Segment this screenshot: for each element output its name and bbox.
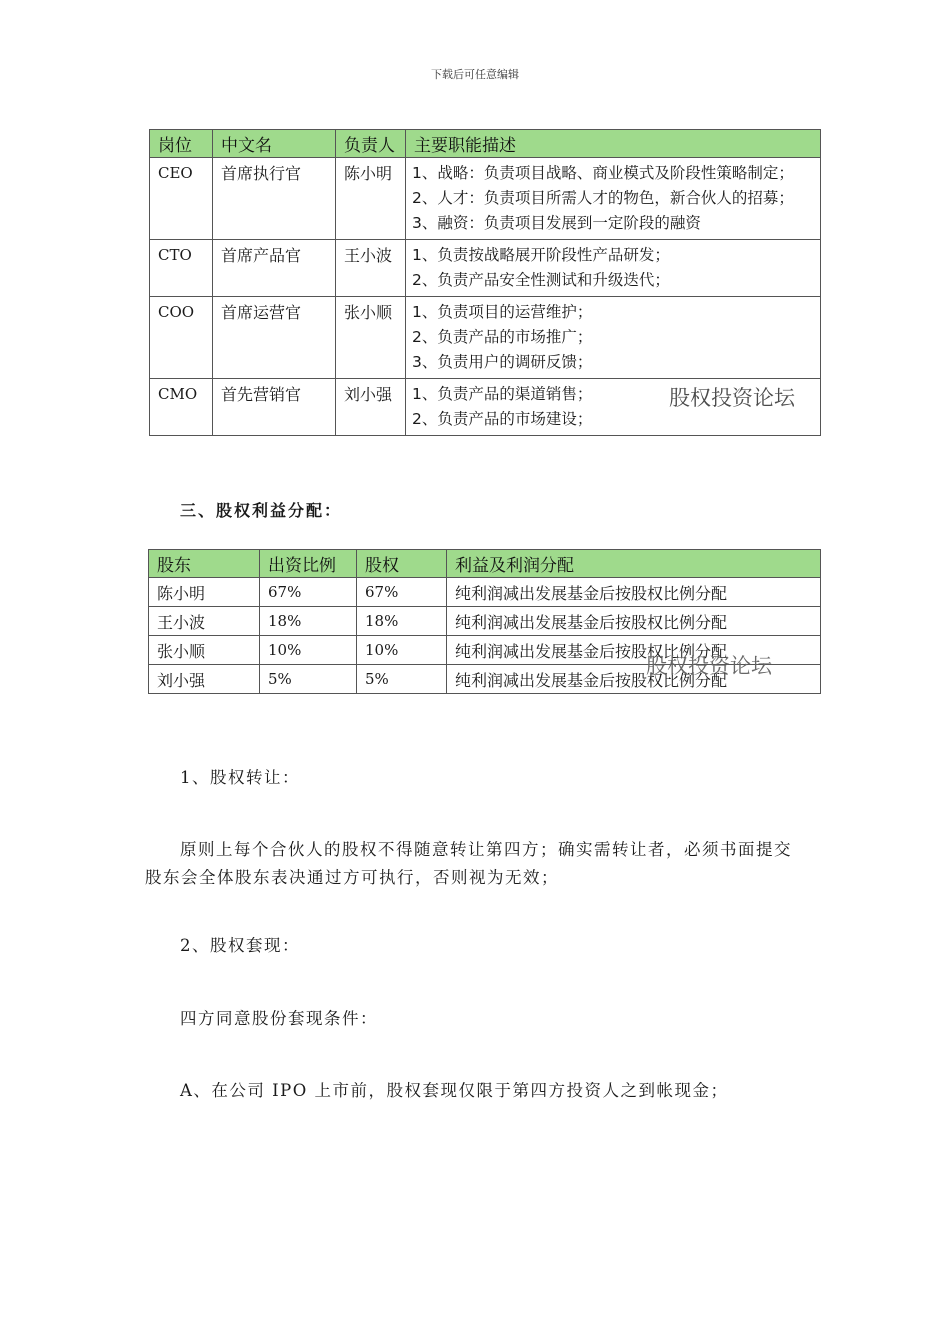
duty-line: 1、战略：负责项目战略、商业模式及阶段性策略制定； <box>412 164 794 182</box>
duty-line: 3、融资：负责项目发展到一定阶段的融资 <box>412 214 701 232</box>
role-code: COO <box>150 297 213 379</box>
role-code: CTO <box>150 240 213 297</box>
column-header: 利益及利润分配 <box>447 550 821 578</box>
table-row <box>149 578 821 607</box>
role-owner: 陈小明 <box>336 158 406 240</box>
distribution: 纯利润减出发展基金后按股权比例分配 <box>447 665 821 694</box>
distribution: 纯利润减出发展基金后按股权比例分配 <box>447 578 821 607</box>
watermark: 股权投资论坛 <box>646 654 772 678</box>
duty-line: 2、负责产品安全性测试和升级迭代； <box>412 271 670 289</box>
role-owner: 王小波 <box>336 240 406 297</box>
clause-heading-transfer: 1、股权转让： <box>180 768 300 787</box>
equity-ratio: 67% <box>357 578 447 607</box>
duty-line: 1、负责项目的运营维护； <box>412 303 593 321</box>
distribution: 纯利润减出发展基金后按股权比例分配 <box>447 636 821 665</box>
table-header-row <box>150 130 821 158</box>
column-header: 岗位 <box>150 130 213 158</box>
role-owner: 刘小强 <box>336 379 406 436</box>
role-title: 首席运营官 <box>213 297 336 379</box>
holder-name: 刘小强 <box>149 665 260 694</box>
holder-name: 陈小明 <box>149 578 260 607</box>
role-code: CMO <box>150 379 213 436</box>
table-row <box>150 240 821 297</box>
duty-line: 2、负责产品的市场建设； <box>412 410 593 428</box>
duty-line: 2、人才：负责项目所需人才的物色，新合伙人的招募； <box>412 189 794 207</box>
holder-name: 张小顺 <box>149 636 260 665</box>
role-duties <box>406 240 821 297</box>
role-title: 首席执行官 <box>213 158 336 240</box>
role-code: CEO <box>150 158 213 240</box>
table-row <box>150 297 821 379</box>
table-row <box>150 158 821 240</box>
clause-text-cashout-intro: 四方同意股份套现条件： <box>180 1009 378 1028</box>
duty-line: 1、负责产品的渠道销售； <box>412 385 593 403</box>
column-header: 主要职能描述 <box>406 130 821 158</box>
clause-heading-cashout: 2、股权套现： <box>180 936 300 955</box>
header-note: 下载后可任意编辑 <box>431 68 519 81</box>
capital-ratio: 18% <box>260 607 357 636</box>
role-title: 首席产品官 <box>213 240 336 297</box>
column-header: 中文名 <box>213 130 336 158</box>
role-duties <box>406 297 821 379</box>
column-header: 股东 <box>149 550 260 578</box>
role-title: 首先营销官 <box>213 379 336 436</box>
equity-ratio: 18% <box>357 607 447 636</box>
column-header: 出资比例 <box>260 550 357 578</box>
clause-text-cashout-a: A、在公司 IPO 上市前，股权套现仅限于第四方投资人之到帐现金； <box>180 1081 729 1100</box>
capital-ratio: 5% <box>260 665 357 694</box>
capital-ratio: 10% <box>260 636 357 665</box>
column-header: 股权 <box>357 550 447 578</box>
table-header-row <box>149 550 821 578</box>
duty-line: 3、负责用户的调研反馈； <box>412 353 593 371</box>
capital-ratio: 67% <box>260 578 357 607</box>
duty-line: 2、负责产品的市场推广； <box>412 328 593 346</box>
clause-text-transfer: 原则上每个合伙人的股权不得随意转让第四方；确实需转让者，必须书面提交股东会全体股东表决通过方可执行，否则视为无效； <box>145 840 792 887</box>
holder-name: 王小波 <box>149 607 260 636</box>
distribution: 纯利润减出发展基金后按股权比例分配 <box>447 607 821 636</box>
column-header: 负责人 <box>336 130 406 158</box>
table-row <box>149 607 821 636</box>
role-duties <box>406 158 821 240</box>
equity-ratio: 10% <box>357 636 447 665</box>
section-heading: 三、股权利益分配： <box>180 501 343 520</box>
equity-ratio: 5% <box>357 665 447 694</box>
watermark: 股权投资论坛 <box>669 386 795 410</box>
duty-line: 1、负责按战略展开阶段性产品研发； <box>412 246 670 264</box>
role-owner: 张小顺 <box>336 297 406 379</box>
